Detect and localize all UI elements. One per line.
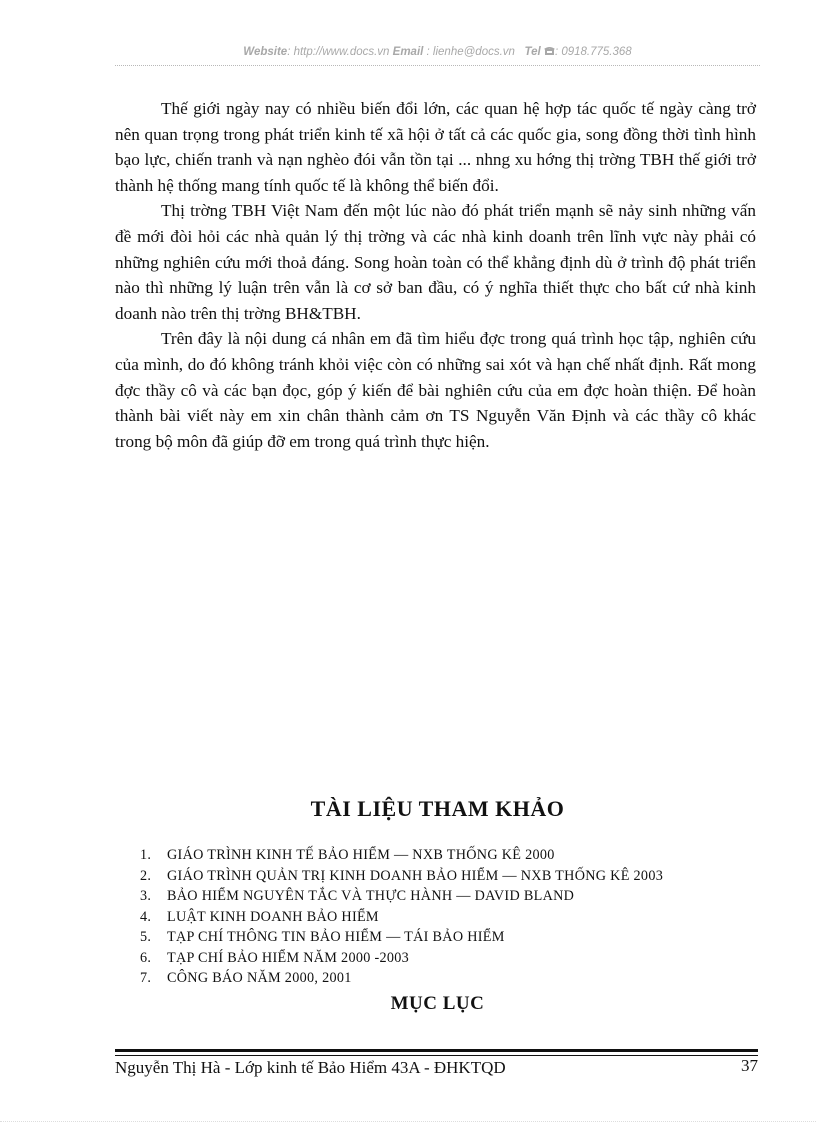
reference-text: GIÁO TRÌNH KINH TẾ BẢO HIỂM — NXB THỐNG KÊ 2000 (167, 847, 555, 863)
reference-number: 6. (140, 949, 152, 966)
reference-text: CÔNG BÁO NĂM 2000, 2001 (167, 970, 352, 986)
references-title: TÀI LIỆU THAM KHẢO (310, 796, 565, 821)
website-label: Website (243, 46, 288, 58)
phone-icon (544, 46, 555, 59)
paragraph: Trên đây là nội dung cá nhân em đã tìm hiểu đợc trong quá trình học tập, nghiên cứu của mình, do đó không tránh khỏi việc còn có những sai xót và hạn chế nhất định. Rất mong đợc thầy cô và các bạn đọc, góp ý kiến để bài nghiên cứu của em đợc hoàn thiện. Để hoàn thành bài viết này em xin chân thành cảm ơn TS Nguyễn Văn Định và các thầy cô khác trong bộ môn đã giúp đỡ em trong quá trình thực hiện. (115, 329, 756, 451)
reference-text: LUẬT KINH DOANH BẢO HIỂM (167, 908, 379, 925)
reference-number: 1. (140, 847, 152, 863)
page-bottom-edge (0, 1121, 816, 1122)
website-url[interactable]: : http://www.docs.vn (287, 46, 390, 58)
reference-number: 5. (140, 929, 152, 945)
tel-value: : 0918.775.368 (554, 46, 632, 58)
email-value[interactable]: : lienhe@docs.vn (423, 46, 515, 58)
reference-item (140, 845, 663, 866)
email-label: Email (392, 46, 424, 58)
reference-text: TẠP CHÍ THÔNG TIN BẢO HIỂM — TÁI BẢO HIỂM (167, 929, 505, 945)
reference-item (140, 948, 663, 969)
toc-title: MỤC LỤC (390, 993, 485, 1014)
reference-number: 4. (140, 908, 152, 925)
tel-label: Tel (524, 46, 541, 58)
reference-text: GIÁO TRÌNH QUẢN TRỊ KINH DOANH BẢO HIỂM — NXB THỐNG KÊ 2003 (167, 867, 664, 884)
page-number: 37 (741, 1056, 758, 1075)
reference-item (140, 866, 663, 887)
paragraph: Thế giới ngày nay có nhiều biến đổi lớn, các quan hệ hợp tác quốc tế ngày càng trở nên quan trọng trong phát triển kinh tế xã hội ở tất cả các quốc gia, song đồng thời tình hình bạo lực, chiến tranh và nạn nghèo đói vẫn tồn tại ... nhng xu hớng thị trờng TBH thế giới trở thành hệ thống mang tính quốc tế là không thể biến đổi. (115, 99, 756, 195)
footer-author: Nguyễn Thị Hà - Lớp kinh tế Bảo Hiểm 43A - ĐHKTQD (115, 1058, 506, 1077)
main-body (115, 96, 756, 454)
footer-divider-thick (115, 1049, 758, 1052)
reference-number: 3. (140, 888, 152, 904)
reference-item (140, 968, 663, 989)
footer-divider-thin (115, 1055, 758, 1056)
reference-item (140, 927, 663, 948)
page-header (115, 46, 760, 59)
reference-item (140, 907, 663, 928)
reference-number: 2. (140, 867, 152, 884)
reference-text: BẢO HIỂM NGUYÊN TẮC VÀ THỰC HÀNH — DAVID BLAND (167, 888, 575, 904)
reference-text: TẠP CHÍ BẢO HIỂM NĂM 2000 -2003 (167, 949, 410, 966)
reference-item (140, 886, 663, 907)
reference-number: 7. (140, 970, 152, 986)
paragraph: Thị trờng TBH Việt Nam đến một lúc nào đó phát triển mạnh sẽ nảy sinh những vấn đề mới đòi hỏi các nhà quản lý thị trờng và các nhà kinh doanh trên lĩnh vực này phải có những nghiên cứu mới thoả đáng. Song hoàn toàn có thể khẳng định dù ở trình độ phát triển nào thì những lý luận trên vẫn là cơ sở ban đầu, có ý nghĩa thiết thực cho bất cứ nhà kinh doanh nào trên thị trờng BH&TBH. (115, 201, 756, 323)
header-divider (115, 65, 760, 66)
references-list (140, 845, 663, 989)
